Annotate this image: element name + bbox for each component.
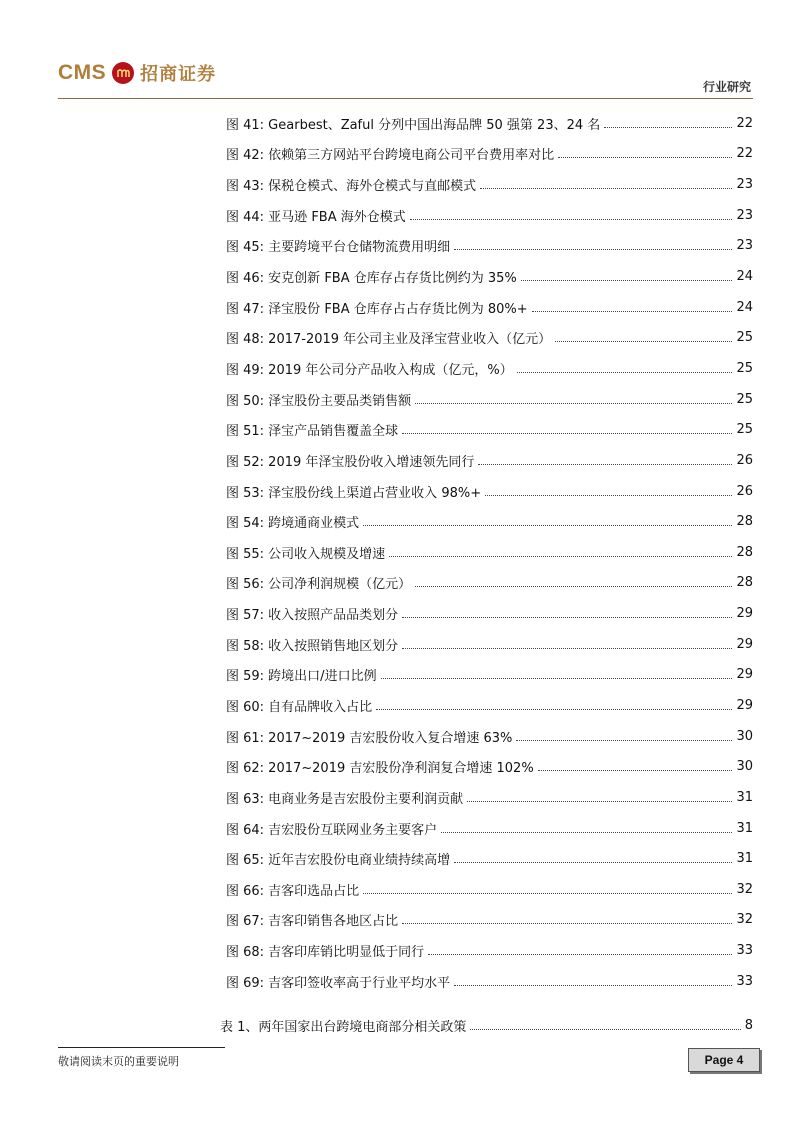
section-tag: 行业研究	[702, 80, 751, 94]
toc-entry-page: 23	[736, 207, 753, 223]
toc-leader-dots	[363, 525, 732, 526]
toc-entry-page: 28	[736, 544, 753, 560]
toc-entry-page: 22	[736, 115, 753, 131]
toc-entry[interactable]	[226, 629, 753, 660]
toc-entry-label: 图 46: 安克创新 FBA 仓库存占存货比例约为 35%	[226, 271, 517, 287]
toc-entry[interactable]	[226, 721, 753, 752]
toc-entry-label: 图 58: 收入按照销售地区划分	[226, 638, 399, 654]
toc-entry-page: 23	[736, 238, 753, 254]
toc-leader-dots	[558, 157, 732, 158]
company-logo	[58, 60, 216, 86]
toc-entry-page: 30	[736, 759, 753, 775]
toc-entry-page: 28	[736, 575, 753, 591]
toc-entry[interactable]	[226, 506, 753, 537]
toc-leader-dots	[516, 740, 732, 741]
toc-leader-dots	[478, 464, 732, 465]
toc-entry-label: 图 47: 泽宝股份 FBA 仓库存占占存货比例为 80%+	[226, 301, 528, 317]
toc-leader-dots	[538, 770, 733, 771]
toc-entry-label: 图 52: 2019 年泽宝股份收入增速领先同行	[226, 454, 475, 470]
toc-entry-label: 图 64: 吉宏股份互联网业务主要客户	[226, 822, 438, 838]
toc-entry-label: 图 66: 吉客印选品占比	[226, 883, 360, 899]
toc-entry-label: 图 69: 吉客印签收率高于行业平均水平	[226, 975, 451, 991]
toc-entry[interactable]	[226, 537, 753, 568]
toc-entry-page: 33	[736, 943, 753, 959]
toc-leader-dots	[480, 188, 732, 189]
toc-entry[interactable]	[226, 782, 753, 813]
toc-entry[interactable]	[226, 905, 753, 936]
toc-entry-page: 25	[736, 422, 753, 438]
toc-entry-page: 23	[736, 177, 753, 193]
toc-entry-label: 图 50: 泽宝股份主要品类销售额	[226, 393, 412, 409]
toc-entry-label: 图 43: 保税仓模式、海外仓模式与直邮模式	[226, 179, 477, 195]
toc-entry[interactable]	[226, 690, 753, 721]
toc-leader-dots	[428, 954, 732, 955]
toc-leader-dots	[555, 341, 732, 342]
toc-entry-label: 图 62: 2017~2019 吉宏股份净利润复合增速 102%	[226, 761, 534, 777]
toc-entry-page: 25	[736, 330, 753, 346]
toc-leader-dots	[454, 862, 732, 863]
toc-entry-page: 24	[736, 269, 753, 285]
toc-entry-page: 31	[736, 789, 753, 805]
toc-entry[interactable]	[226, 660, 753, 691]
toc-entry-page: 26	[736, 483, 753, 499]
toc-entry-page: 25	[736, 360, 753, 376]
footer-divider	[58, 1047, 225, 1048]
toc-entry[interactable]	[226, 598, 753, 629]
toc-leader-dots	[454, 985, 732, 986]
toc-entry[interactable]	[226, 231, 753, 262]
toc-entry-page: 29	[736, 606, 753, 622]
table-toc-entry[interactable]	[220, 1010, 753, 1041]
toc-entry-page: 24	[736, 299, 753, 315]
toc-leader-dots	[467, 801, 732, 802]
toc-entry-label: 图 49: 2019 年公司分产品收入构成（亿元，%）	[226, 362, 513, 378]
toc-entry-label: 图 54: 跨境通商业模式	[226, 516, 360, 532]
logo-text: CMS	[58, 61, 107, 84]
toc-entry[interactable]	[226, 874, 753, 905]
toc-entry[interactable]	[226, 322, 753, 353]
toc-entry-page: 8	[744, 1017, 753, 1033]
toc-leader-dots	[521, 280, 733, 281]
toc-entry-label: 图 63: 电商业务是吉宏股份主要利润贡献	[226, 791, 464, 807]
toc-entry-label: 图 45: 主要跨境平台仓储物流费用明细	[226, 240, 451, 256]
toc-entry-label: 图 41: Gearbest、Zaful 分列中国出海品牌 50 强第 23、24 名	[226, 117, 601, 133]
toc-entry-page: 29	[736, 636, 753, 652]
toc-entry[interactable]	[226, 751, 753, 782]
toc-leader-dots	[402, 648, 732, 649]
toc-entry-page: 29	[736, 697, 753, 713]
toc-entry-label: 图 67: 吉客印销售各地区占比	[226, 914, 399, 930]
toc-entry[interactable]	[226, 843, 753, 874]
toc-entry-page: 25	[736, 391, 753, 407]
toc-entry-label: 图 61: 2017~2019 吉宏股份收入复合增速 63%	[226, 730, 513, 746]
toc-entry[interactable]	[226, 353, 753, 384]
toc-entry-label: 图 60: 自有品牌收入占比	[226, 699, 373, 715]
toc-entry-label: 表 1、两年国家出台跨境电商部分相关政策	[220, 1019, 467, 1035]
toc-leader-dots	[402, 923, 732, 924]
toc-leader-dots	[470, 1029, 740, 1030]
toc-entry[interactable]	[226, 169, 753, 200]
page-number-badge: Page 4	[688, 1048, 760, 1072]
toc-entry[interactable]	[226, 445, 753, 476]
toc-entry[interactable]	[226, 108, 753, 139]
toc-entry-page: 26	[736, 452, 753, 468]
toc-entry-page: 32	[736, 912, 753, 928]
toc-entry-label: 图 57: 收入按照产品品类划分	[226, 608, 399, 624]
toc-entry-page: 29	[736, 667, 753, 683]
toc-entry[interactable]	[226, 139, 753, 170]
toc-leader-dots	[410, 219, 733, 220]
toc-entry-page: 30	[736, 728, 753, 744]
toc-leader-dots	[376, 709, 732, 710]
logo-cn-text: 招商证券	[140, 64, 217, 85]
toc-leader-dots	[454, 249, 732, 250]
toc-entry-label: 图 44: 亚马逊 FBA 海外仓模式	[226, 209, 406, 225]
toc-entry[interactable]	[226, 200, 753, 231]
toc-leader-dots	[389, 556, 732, 557]
logo-emblem-icon	[112, 62, 134, 84]
toc-leader-dots	[517, 372, 733, 373]
toc-entry[interactable]	[226, 966, 753, 997]
toc-entry-page: 32	[736, 881, 753, 897]
toc-entry-label: 图 65: 近年吉宏股份电商业绩持续高增	[226, 853, 451, 869]
toc-entry-label: 图 68: 吉客印库销比明显低于同行	[226, 945, 425, 961]
toc-leader-dots	[441, 832, 732, 833]
toc-entry-page: 31	[736, 851, 753, 867]
toc-entry-page: 22	[736, 146, 753, 162]
toc-entry[interactable]	[226, 476, 753, 507]
toc-leader-dots	[532, 311, 733, 312]
toc-leader-dots	[381, 678, 733, 679]
toc-entry[interactable]	[226, 261, 753, 292]
toc-entry-label: 图 59: 跨境出口/进口比例	[226, 669, 377, 685]
toc-entry-label: 图 55: 公司收入规模及增速	[226, 546, 386, 562]
toc-entry-label: 图 42: 依赖第三方网站平台跨境电商公司平台费用率对比	[226, 148, 555, 164]
toc-leader-dots	[402, 433, 732, 434]
toc-entry[interactable]	[226, 292, 753, 323]
figure-toc-list	[226, 108, 753, 997]
toc-entry-label: 图 56: 公司净利润规模（亿元）	[226, 577, 412, 593]
toc-entry-page: 28	[736, 514, 753, 530]
toc-leader-dots	[363, 893, 732, 894]
toc-entry-label: 图 48: 2017-2019 年公司主业及泽宝营业收入（亿元）	[226, 332, 552, 348]
toc-entry[interactable]	[226, 935, 753, 966]
toc-leader-dots	[604, 127, 732, 128]
toc-leader-dots	[415, 403, 732, 404]
toc-entry[interactable]	[226, 384, 753, 415]
toc-entry-label: 图 51: 泽宝产品销售覆盖全球	[226, 424, 399, 440]
toc-entry[interactable]	[226, 568, 753, 599]
toc-entry[interactable]	[226, 414, 753, 445]
footer-note: 敬请阅读末页的重要说明	[58, 1055, 179, 1068]
header-divider	[58, 98, 753, 99]
toc-leader-dots	[415, 586, 732, 587]
toc-entry-page: 31	[736, 820, 753, 836]
toc-entry-label: 图 53: 泽宝股份线上渠道占营业收入 98%+	[226, 485, 482, 501]
toc-entry[interactable]	[226, 813, 753, 844]
toc-leader-dots	[402, 617, 732, 618]
toc-entry-page: 33	[736, 973, 753, 989]
toc-leader-dots	[485, 495, 732, 496]
